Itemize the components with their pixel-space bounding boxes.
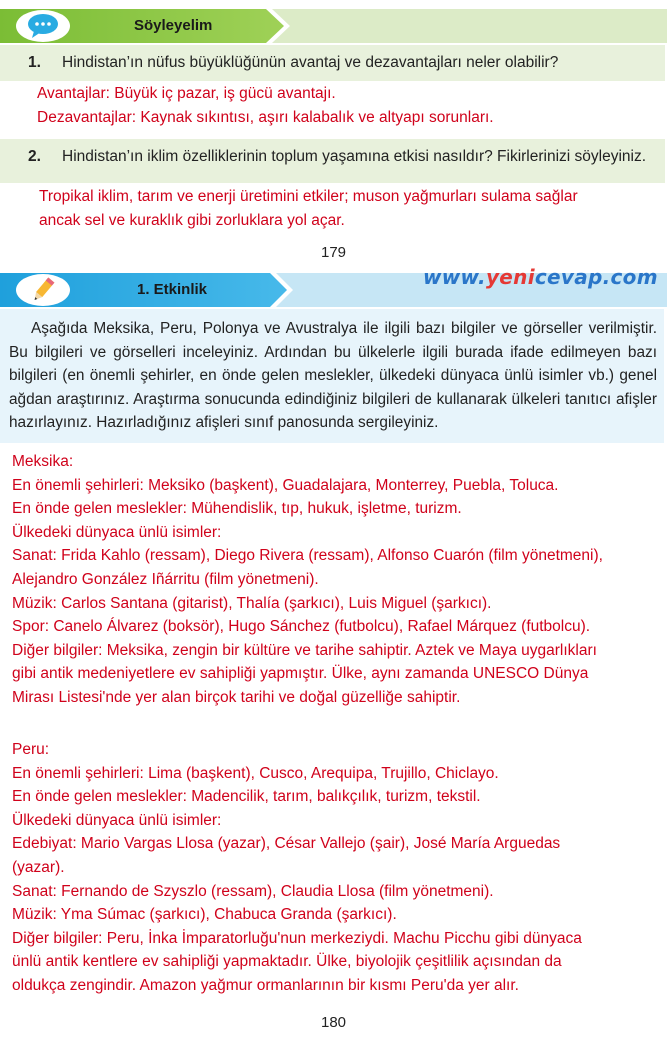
- answer-line: En önemli şehirleri: Meksiko (başkent), Guadalajara, Monterrey, Puebla, Toluca.: [12, 476, 559, 494]
- answer-line: Müzik: Carlos Santana (gitarist), Thalía (şarkıcı), Luis Miguel (şarkıcı).: [12, 594, 492, 612]
- answer-line: En önde gelen meslekler: Mühendislik, tıp, hukuk, işletme, turizm.: [12, 500, 462, 518]
- answer-line: Sanat: Frida Kahlo (ressam), Diego Rivera (ressam), Alfonso Cuarón (film yönetmeni),: [12, 547, 603, 565]
- answer-line: Diğer bilgiler: Meksika, zengin bir kültüre ve tarihe sahiptir. Aztek ve Maya uygarlıkları: [12, 641, 597, 659]
- question-text: Hindistan’ın nüfus büyüklüğünün avantaj ve dezavantajları neler olabilir?: [62, 54, 559, 71]
- meksika-answer: [12, 450, 662, 710]
- answer-line: Peru:: [12, 741, 50, 758]
- page-number: 180: [320, 1014, 347, 1031]
- answer-line: Sanat: Fernando de Szyszlo (ressam), Claudia Llosa (film yönetmeni).: [12, 882, 494, 900]
- answer-line: Edebiyat: Mario Vargas Llosa (yazar), César Vallejo (şair), José María Arguedas: [12, 835, 561, 853]
- answer-line: (yazar).: [12, 858, 65, 876]
- answer-line: En önde gelen meslekler: Madencilik, tarım, balıkçılık, turizm, tekstil.: [12, 788, 481, 806]
- instruction-box: [0, 309, 664, 443]
- answer-line: ancak sel ve kuraklık gibi zorluklara yol açar.: [39, 211, 345, 229]
- watermark-part: www.: [423, 265, 486, 289]
- answer-line: Diğer bilgiler: Peru, İnka İmparatorluğu'nun merkeziydi. Machu Picchu gibi dünyaca: [12, 929, 582, 947]
- question-row: [0, 45, 665, 81]
- answer-line: Meksika:: [12, 453, 74, 470]
- answer-line: En önemli şehirleri: Lima (başkent), Cusco, Arequipa, Trujillo, Chiclayo.: [12, 764, 499, 782]
- answer-line: gibi antik medeniyetlere ev sahipliği yapmıştır. Ülke, aynı zamanda UNESCO Dünya: [12, 665, 589, 683]
- watermark: [423, 265, 658, 289]
- answer-line: Avantajlar: Büyük iç pazar, iş gücü avantajı.: [37, 85, 336, 102]
- answer-line: Tropikal iklim, tarım ve enerji üretimini etkiler; muson yağmurları sulama sağlar: [39, 188, 578, 205]
- answer-line: Müzik: Yma Súmac (şarkıcı), Chabuca Granda (şarkıcı).: [12, 906, 397, 924]
- question-text: Hindistan’ın iklim özelliklerinin toplum yaşamına etkisi nasıldır? Fikirlerinizi söyleyiniz.: [62, 148, 647, 165]
- answer-line: Ülkedeki dünyaca ünlü isimler:: [12, 811, 222, 829]
- instruction-text: Aşağıda Meksika, Peru, Polonya ve Avustralya ile ilgili bazı bilgiler ve görseller verilmiştir. Bu bilgileri ve görselleri inceleyiniz. Ardından bu ülkelerle ilgili burada ifade edilmeyen bazı bilgileri (en önemli şehirler, en önde gelen meslekler, ülkedeki dünyaca ünlü isimler vb.) genel ağdan araştırınız. Araştırma sonucunda edindiğiniz bilgileri de kullanarak ülkeleri tanıtıcı afişler hazırlayınız. Hazırladığınız afişleri sınıf panosunda sergileyiniz.: [9, 320, 657, 432]
- answer-line: Ülkedeki dünyaca ünlü isimler:: [12, 523, 222, 541]
- pencil-icon: [16, 274, 70, 306]
- section-title: Söyleyelim: [134, 17, 213, 34]
- answer-line: Mirası Listesi'nde yer alan birçok tarihi ve doğal güzelliğe sahiptir.: [12, 688, 461, 706]
- question-row: [0, 139, 665, 183]
- watermark-part: cevap.com: [534, 265, 658, 289]
- question-number: 2.: [28, 148, 41, 165]
- answer-block: [37, 82, 494, 129]
- page-number: 179: [320, 244, 347, 261]
- answer-line: Alejandro González Iñárritu (film yönetmeni).: [12, 570, 319, 588]
- answer-block: [39, 185, 578, 232]
- answer-line: Spor: Canelo Álvarez (boksör), Hugo Sánchez (futbolcu), Rafael Márquez (futbolcu).: [12, 618, 591, 636]
- question-number: 1.: [28, 54, 41, 71]
- soyleyelim-banner: [0, 9, 667, 43]
- watermark-part: yeni: [485, 265, 535, 289]
- speech-bubble-icon: [16, 10, 70, 42]
- peru-answer: [12, 738, 662, 998]
- banner-tail: [272, 9, 667, 43]
- answer-line: ünlü antik kentlere ev sahipliği yapmaktadır. Ülke, biyolojik çeşitlilik açısından da: [12, 953, 562, 971]
- section-title: 1. Etkinlik: [137, 281, 208, 298]
- answer-line: Dezavantajlar: Kaynak sıkıntısı, aşırı kalabalık ve altyapı sorunları.: [37, 108, 494, 126]
- answer-line: oldukça zengindir. Amazon yağmur ormanlarının bir kısmı Peru'da yer alır.: [12, 976, 519, 994]
